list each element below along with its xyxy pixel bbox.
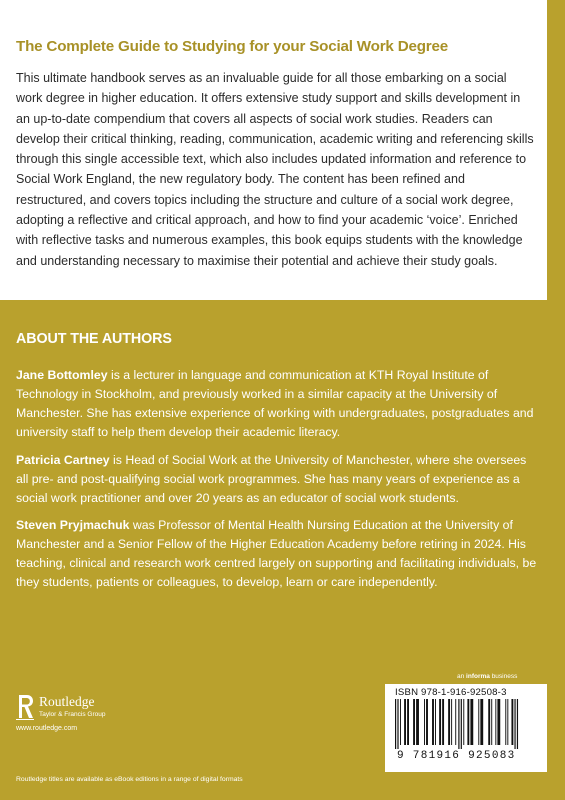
informa-tagline [457, 673, 517, 680]
author-bio [16, 451, 541, 508]
book-title: The Complete Guide to Studying for your Social Work Degree [16, 38, 448, 55]
isbn-label: ISBN 978-1-916-92508-3 [395, 687, 507, 698]
author-bio [16, 516, 541, 592]
description-panel [0, 0, 547, 300]
authors-heading: ABOUT THE AUTHORS [16, 331, 172, 347]
author-bio-text: is a lecturer in language and communication at KTH Royal Institute of Technology in Stockholm, and previously worked in a similar capacity at the University of Manchester. She has extensive experience of working with undergraduates, postgraduates and university staff to help them develop their academic literacy. [16, 368, 534, 439]
author-name: Patricia Cartney [16, 453, 110, 467]
author-bio-text: is Head of Social Work at the University of Manchester, where she oversees all pre- and post-qualifying social work programmes. She has many years of experience as a social work practitioner and over 20 years as an educator of social work students. [16, 453, 527, 505]
informa-prefix: an [457, 673, 467, 680]
book-blurb: This ultimate handbook serves as an invaluable guide for all those embarking on a social work degree in higher education. It offers extensive study support and skills development in an up-to-date compendium that covers all aspects of social work studies. Readers can develop their critical thinking, reading, communication, academic writing and referencing skills through this single accessible text, which also includes updated information and reference to Social Work England, the new regulatory body. The content has been refined and restructured, and covers topics including the structure and culture of a social work degree, adopting a reflective and critical approach, and how to find your academic ‘voice’. Enriched with reflective tasks and numerous examples, this book equips students with the knowledge and understanding necessary to maximise their potential and achieve their study goals. [16, 71, 534, 268]
barcode-icon [393, 699, 539, 749]
author-bio-text: was Professor of Mental Health Nursing Education at the University of Manchester and a Senior Fellow of the Higher Education Academy before retiring in 2024. His teaching, clinical and research work centred largely on supporting and facilitating individuals, be they students, patients or colleagues, to develop, learn or care independently. [16, 518, 537, 589]
barcode-digits: 9 781916 925083 [397, 750, 516, 762]
publisher-website: www.routledge.com [16, 725, 78, 732]
author-bio [16, 366, 541, 442]
ebook-note: Routledge titles are available as eBook editions in a range of digital formats [16, 776, 243, 783]
publisher-name: Routledge [39, 694, 95, 709]
barcode-box [385, 684, 547, 772]
author-name: Steven Pryjmachuk [16, 518, 130, 532]
routledge-logo-icon [16, 694, 34, 720]
publisher-group: Taylor & Francis Group [39, 711, 106, 718]
informa-brand: informa [466, 673, 490, 680]
informa-suffix: business [489, 673, 518, 680]
author-name: Jane Bottomley [16, 368, 108, 382]
